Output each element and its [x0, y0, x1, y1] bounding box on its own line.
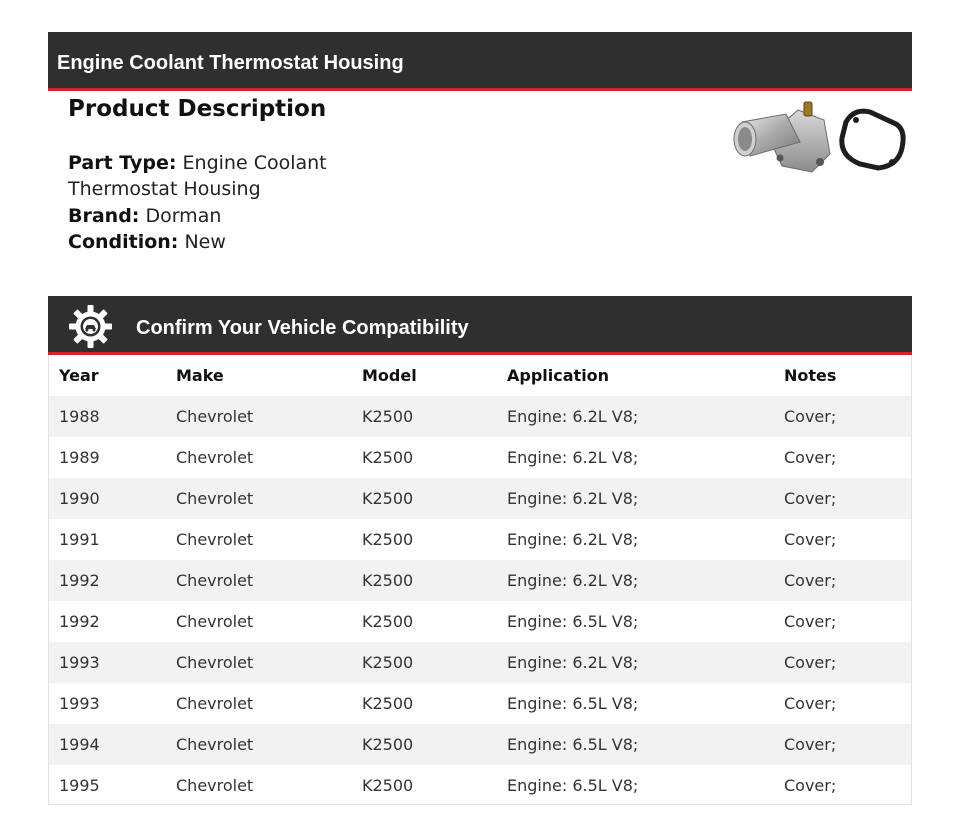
- cell-application: Engine: 6.2L V8;: [507, 530, 639, 549]
- brand-label: Brand:: [68, 205, 140, 227]
- cell-make: Chevrolet: [176, 612, 254, 631]
- column-header-model: Model: [362, 366, 417, 385]
- table-row: [49, 560, 911, 601]
- condition-spec: [68, 229, 226, 255]
- table-row: [49, 437, 911, 478]
- cell-year: 1992: [59, 612, 100, 631]
- cell-notes: Cover;: [784, 776, 837, 795]
- part-type-value: Engine Coolant Thermostat Housing: [68, 152, 327, 200]
- condition-value: New: [184, 231, 226, 253]
- cell-make: Chevrolet: [176, 735, 254, 754]
- cell-year: 1994: [59, 735, 100, 754]
- cell-application: Engine: 6.2L V8;: [507, 571, 639, 590]
- table-row: [49, 396, 911, 437]
- column-header-application: Application: [507, 366, 610, 385]
- column-header-notes: Notes: [784, 366, 837, 385]
- product-header-banner: [48, 32, 912, 91]
- table-row: [49, 601, 911, 642]
- product-header-title: Engine Coolant Thermostat Housing: [57, 52, 404, 74]
- cell-year: 1993: [59, 694, 100, 713]
- part-type-label: Part Type:: [68, 152, 177, 174]
- gear-car-icon: [68, 304, 113, 349]
- cell-notes: Cover;: [784, 612, 837, 631]
- cell-make: Chevrolet: [176, 571, 254, 590]
- cell-notes: Cover;: [784, 530, 837, 549]
- cell-model: K2500: [362, 448, 414, 467]
- table-row: [49, 724, 911, 765]
- cell-year: 1995: [59, 776, 100, 795]
- table-row: [49, 478, 911, 519]
- cell-year: 1991: [59, 530, 100, 549]
- cell-make: Chevrolet: [176, 489, 254, 508]
- cell-application: Engine: 6.2L V8;: [507, 448, 639, 467]
- cell-make: Chevrolet: [176, 530, 254, 549]
- cell-application: Engine: 6.2L V8;: [507, 489, 639, 508]
- cell-year: 1989: [59, 448, 100, 467]
- brand-spec: [68, 203, 221, 229]
- cell-model: K2500: [362, 694, 414, 713]
- cell-year: 1992: [59, 571, 100, 590]
- cell-notes: Cover;: [784, 489, 837, 508]
- cell-year: 1993: [59, 653, 100, 672]
- part-type-spec: [68, 150, 428, 202]
- cell-notes: Cover;: [784, 653, 837, 672]
- cell-model: K2500: [362, 407, 414, 426]
- cell-notes: Cover;: [784, 694, 837, 713]
- cell-year: 1990: [59, 489, 100, 508]
- cell-application: Engine: 6.5L V8;: [507, 735, 639, 754]
- column-header-year: Year: [59, 366, 99, 385]
- cell-make: Chevrolet: [176, 448, 254, 467]
- cell-make: Chevrolet: [176, 776, 254, 795]
- cell-year: 1988: [59, 407, 100, 426]
- cell-application: Engine: 6.5L V8;: [507, 694, 639, 713]
- condition-label: Condition:: [68, 231, 179, 253]
- cell-application: Engine: 6.2L V8;: [507, 653, 639, 672]
- cell-application: Engine: 6.5L V8;: [507, 776, 639, 795]
- cell-model: K2500: [362, 776, 414, 795]
- cell-model: K2500: [362, 571, 414, 590]
- table-header-row: [49, 355, 911, 396]
- compatibility-banner: [48, 296, 912, 355]
- table-row: [49, 765, 911, 806]
- cell-notes: Cover;: [784, 571, 837, 590]
- cell-make: Chevrolet: [176, 694, 254, 713]
- cell-make: Chevrolet: [176, 407, 254, 426]
- cell-model: K2500: [362, 735, 414, 754]
- cell-notes: Cover;: [784, 735, 837, 754]
- cell-model: K2500: [362, 530, 414, 549]
- cell-model: K2500: [362, 653, 414, 672]
- compatibility-table: [48, 355, 912, 805]
- table-row: [49, 519, 911, 560]
- cell-model: K2500: [362, 612, 414, 631]
- cell-application: Engine: 6.5L V8;: [507, 612, 639, 631]
- cell-application: Engine: 6.2L V8;: [507, 407, 639, 426]
- table-row: [49, 642, 911, 683]
- table-row: [49, 683, 911, 724]
- cell-model: K2500: [362, 489, 414, 508]
- column-header-make: Make: [176, 366, 224, 385]
- product-image: [728, 96, 908, 178]
- product-description-title: Product Description: [68, 96, 327, 122]
- compatibility-title: Confirm Your Vehicle Compatibility: [136, 317, 469, 339]
- brand-value: Dorman: [145, 205, 222, 227]
- cell-make: Chevrolet: [176, 653, 254, 672]
- cell-notes: Cover;: [784, 407, 837, 426]
- cell-notes: Cover;: [784, 448, 837, 467]
